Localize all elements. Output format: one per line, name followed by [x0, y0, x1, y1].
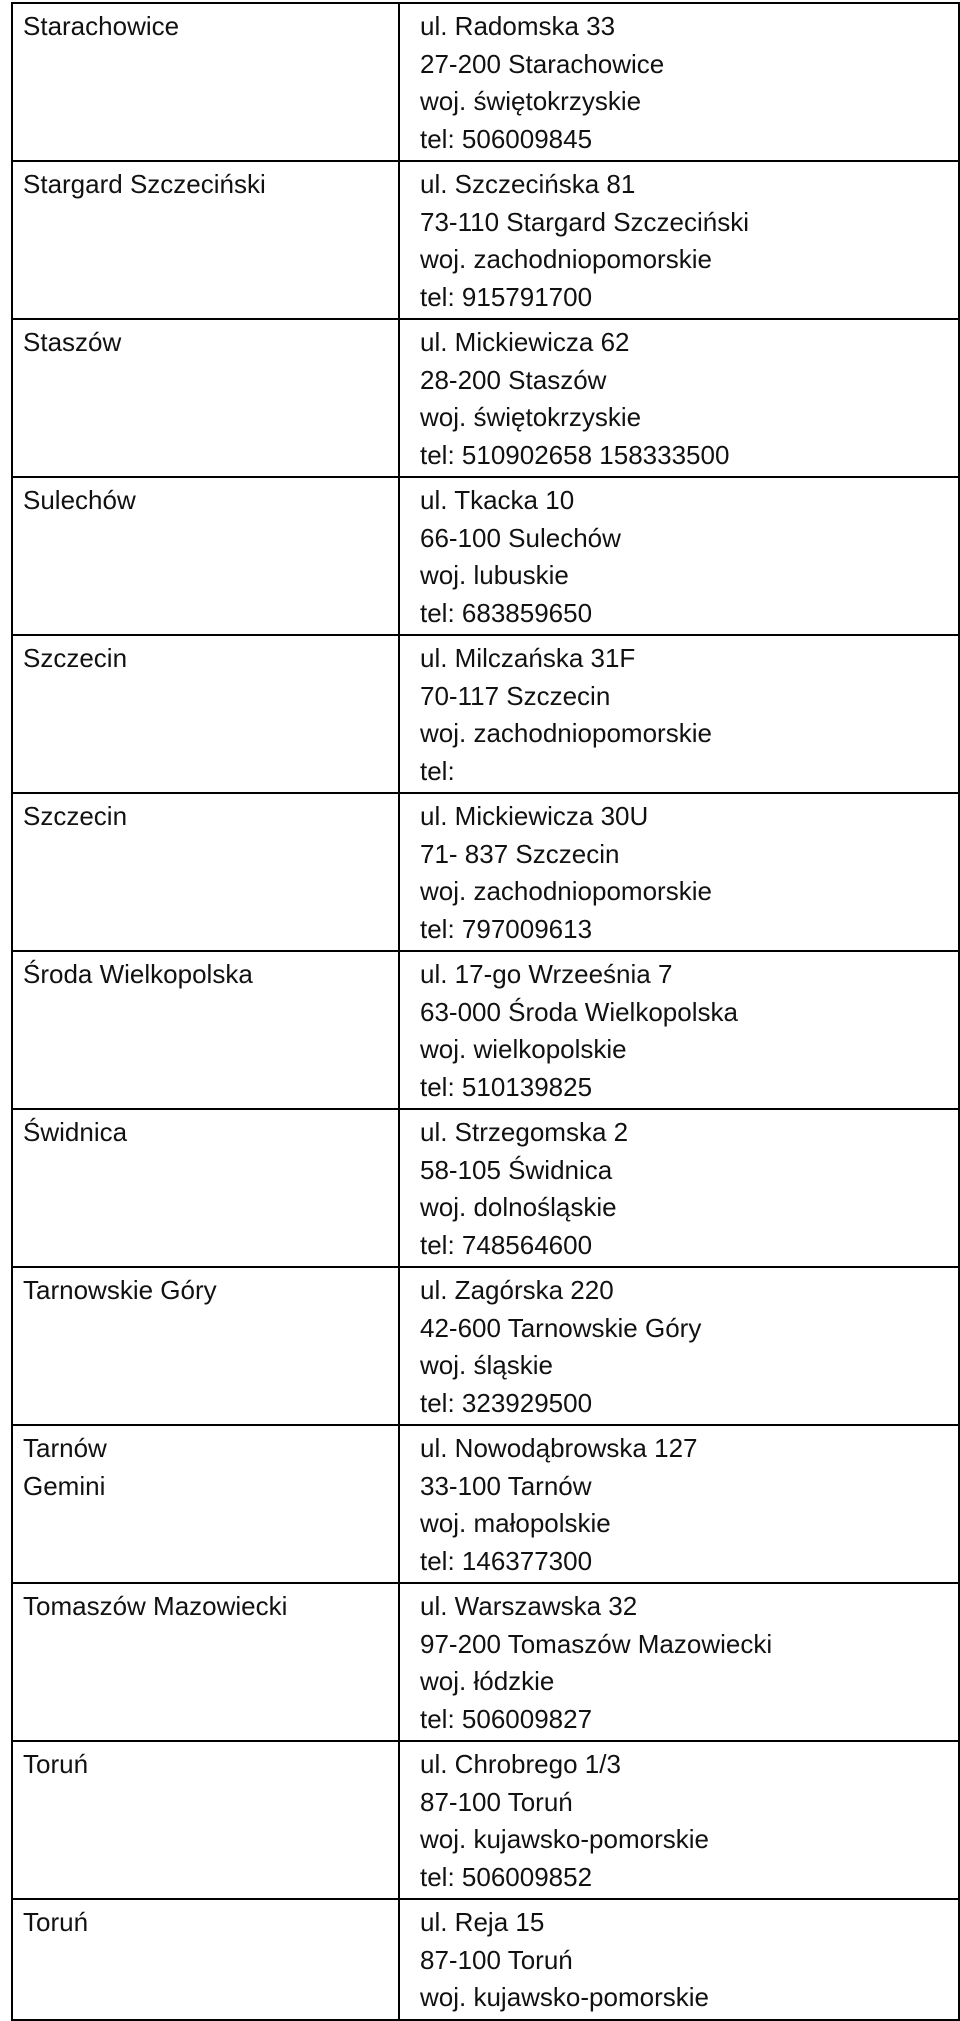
voivodeship-line: woj. kujawsko-pomorskie: [420, 1824, 709, 1854]
city-cell: [12, 3, 399, 161]
city-cell: [12, 319, 399, 477]
address-cell: [399, 635, 959, 793]
branch-directory-body: [12, 3, 959, 2020]
phone-line: tel: 797009613: [420, 913, 593, 944]
city-cell: [12, 161, 399, 319]
street-line: ul. Mickiewicza 30U: [420, 801, 649, 831]
city-name: Gemini: [23, 1470, 106, 1501]
voivodeship-line: woj. zachodniopomorskie: [420, 876, 712, 906]
street-line: ul. Chrobrego 1/3: [420, 1749, 621, 1779]
voivodeship-line: woj. lubuskie: [420, 560, 569, 590]
city-name: Tarnów: [23, 1433, 107, 1463]
city-name: Tomaszów Mazowiecki: [23, 1591, 288, 1621]
city-cell: [12, 793, 399, 951]
street-line: ul. Milczańska 31F: [420, 643, 636, 673]
street-line: ul. Radomska 33: [420, 11, 616, 41]
voivodeship-line: woj. wielkopolskie: [420, 1034, 627, 1064]
table-row: [12, 1109, 959, 1267]
city-name: Sulechów: [23, 485, 136, 515]
address-cell: [399, 1899, 959, 2020]
city-cell: [12, 477, 399, 635]
city-name: Toruń: [23, 1907, 89, 1937]
city-cell: [12, 1109, 399, 1267]
table-row: [12, 161, 959, 319]
voivodeship-line: woj. małopolskie: [420, 1508, 611, 1538]
postal-line: 97-200 Tomaszów Mazowiecki: [420, 1628, 773, 1659]
postal-line: 87-100 Toruń: [420, 1786, 573, 1817]
address-cell: [399, 319, 959, 477]
postal-line: 71- 837 Szczecin: [420, 838, 620, 869]
table-row: [12, 951, 959, 1109]
city-name: Szczecin: [23, 643, 128, 673]
postal-line: 66-100 Sulechów: [420, 522, 621, 553]
street-line: ul. Warszawska 32: [420, 1591, 638, 1621]
city-cell: [12, 1899, 399, 2020]
postal-line: 27-200 Starachowice: [420, 48, 665, 79]
address-cell: [399, 477, 959, 635]
postal-line: 28-200 Staszów: [420, 364, 607, 395]
postal-line: 73-110 Stargard Szczeciński: [420, 206, 750, 237]
city-cell: [12, 1267, 399, 1425]
city-cell: [12, 1425, 399, 1583]
table-row: [12, 1425, 959, 1583]
table-row: [12, 793, 959, 951]
address-cell: [399, 951, 959, 1109]
phone-line: tel: 506009827: [420, 1703, 593, 1734]
table-row: [12, 635, 959, 793]
city-name: Stargard Szczeciński: [23, 169, 266, 199]
address-cell: [399, 1109, 959, 1267]
branch-directory-table: [11, 2, 960, 2021]
address-cell: [399, 1583, 959, 1741]
city-name: Świdnica: [23, 1117, 128, 1147]
city-cell: [12, 1741, 399, 1899]
table-row: [12, 477, 959, 635]
postal-line: 63-000 Środa Wielkopolska: [420, 996, 738, 1027]
address-cell: [399, 793, 959, 951]
table-row: [12, 319, 959, 477]
city-name: Tarnowskie Góry: [23, 1275, 217, 1305]
address-cell: [399, 1741, 959, 1899]
phone-line: tel: 506009852: [420, 1861, 593, 1892]
postal-line: 70-117 Szczecin: [420, 680, 611, 711]
phone-line: tel: 510902658 158333500: [420, 439, 730, 470]
city-cell: [12, 635, 399, 793]
voivodeship-line: woj. świętokrzyskie: [420, 86, 642, 116]
phone-line: tel: 748564600: [420, 1229, 593, 1260]
voivodeship-line: woj. śląskie: [420, 1350, 553, 1380]
postal-line: 42-600 Tarnowskie Góry: [420, 1312, 702, 1343]
street-line: ul. Nowodąbrowska 127: [420, 1433, 698, 1463]
table-row: [12, 1583, 959, 1741]
voivodeship-line: woj. świętokrzyskie: [420, 402, 642, 432]
phone-line: tel:: [420, 755, 455, 786]
address-cell: [399, 1425, 959, 1583]
city-name: Szczecin: [23, 801, 128, 831]
street-line: ul. Reja 15: [420, 1907, 545, 1937]
phone-line: tel: 683859650: [420, 597, 593, 628]
phone-line: tel: 506009845: [420, 123, 593, 154]
street-line: ul. Tkacka 10: [420, 485, 575, 515]
postal-line: 33-100 Tarnów: [420, 1470, 592, 1501]
city-name: Staszów: [23, 327, 122, 357]
street-line: ul. Zagórska 220: [420, 1275, 614, 1305]
address-cell: [399, 3, 959, 161]
address-cell: [399, 161, 959, 319]
phone-line: tel: 146377300: [420, 1545, 593, 1576]
voivodeship-line: woj. dolnośląskie: [420, 1192, 617, 1222]
address-cell: [399, 1267, 959, 1425]
street-line: ul. Strzegomska 2: [420, 1117, 629, 1147]
city-name: Toruń: [23, 1749, 89, 1779]
city-name: Starachowice: [23, 11, 180, 41]
voivodeship-line: woj. łódzkie: [420, 1666, 555, 1696]
street-line: ul. Mickiewicza 62: [420, 327, 630, 357]
voivodeship-line: woj. kujawsko-pomorskie: [420, 1982, 709, 2012]
postal-line: 87-100 Toruń: [420, 1944, 573, 1975]
city-cell: [12, 1583, 399, 1741]
phone-line: tel: 510139825: [420, 1071, 593, 1102]
city-name: Środa Wielkopolska: [23, 959, 253, 989]
postal-line: 58-105 Świdnica: [420, 1154, 613, 1185]
table-row: [12, 3, 959, 161]
street-line: ul. 17-go Wrzeeśnia 7: [420, 959, 673, 989]
phone-line: tel: 323929500: [420, 1387, 593, 1418]
table-row: [12, 1267, 959, 1425]
table-row: [12, 1899, 959, 2020]
voivodeship-line: woj. zachodniopomorskie: [420, 718, 712, 748]
table-row: [12, 1741, 959, 1899]
city-cell: [12, 951, 399, 1109]
voivodeship-line: woj. zachodniopomorskie: [420, 244, 712, 274]
street-line: ul. Szczecińska 81: [420, 169, 636, 199]
document-page: [11, 2, 958, 2021]
phone-line: tel: 915791700: [420, 281, 593, 312]
